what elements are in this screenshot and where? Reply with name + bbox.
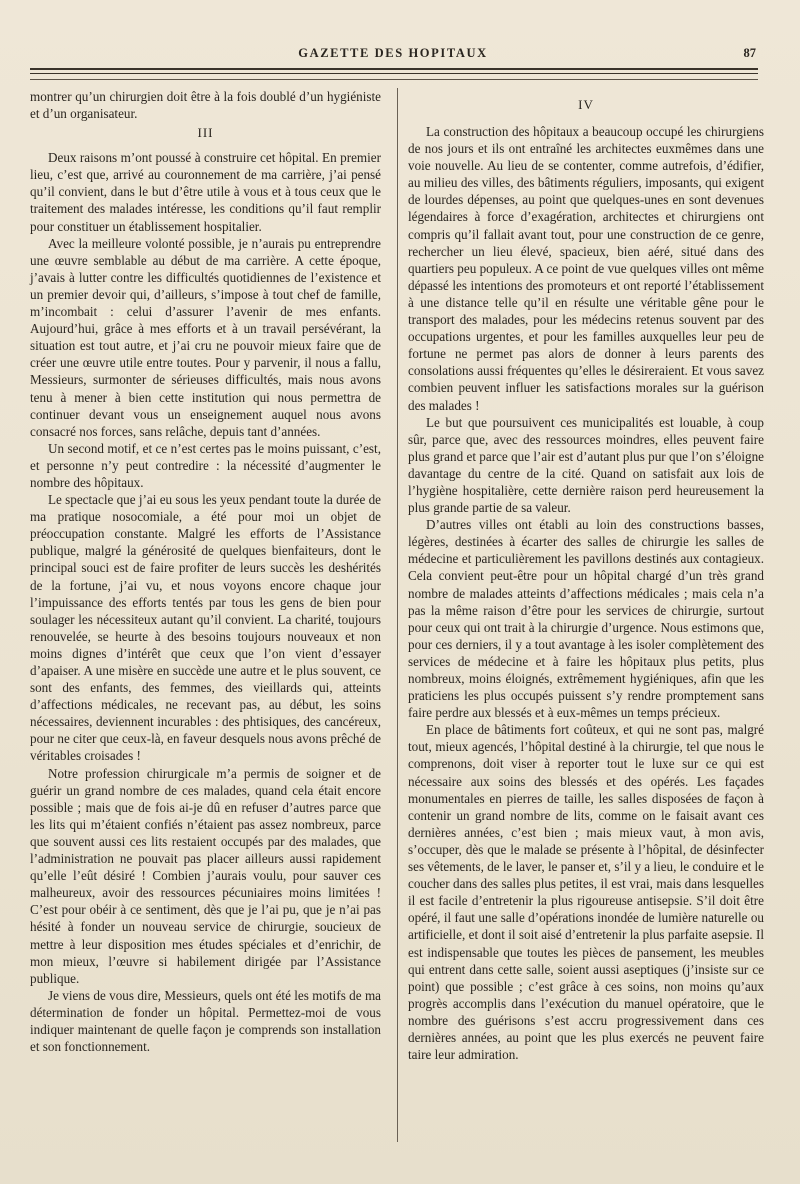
paragraph: Avec la meilleure volonté possible, je n’aurais pu entreprendre une œuvre semblable au début de ma carrière. A cette époque, j’avais à lutter contre les difficultés quotidiennes de l’existence et un premier devoir qui, d’ailleurs, s’impose à tout chef de famille, m’incombait : celui d’assurer l’avenir de mes enfants. Aujourd’hui, grâce à mes efforts et à un travail persévérant, la situation est tout autre, et j’ai cru ne pouvoir mieux faire que de créer une œuvre utile entre toutes. Pour y parvenir, il nous a fallu, Messieurs, surmonter de sérieuses difficultés, mais nous avons tenu à mener à bien cette institution qui nous permettra de continuer devant vous un enseignement auquel nous avons consacré nos forces, sans relâche, depuis tant d’années. (30, 235, 381, 439)
header-rule-thin-lower (30, 79, 758, 80)
paragraph: Je viens de vous dire, Messieurs, quels ont été les motifs de ma détermination de fonder un hôpital. Permettez-moi de vous indiquer maintenant de quelle façon je comprends son installation et son fonctionnement. (30, 987, 381, 1055)
paragraph: Un second motif, et ce n’est certes pas le moins puissant, c’est, et personne n’y peut contredire : la nécessité d’augmenter le nombre des hôpitaux. (30, 440, 381, 490)
paragraph: En place de bâtiments fort coûteux, et qui ne sont pas, malgré tout, mieux agencés, l’hôpital destiné à la chirurgie, tel que nous le comprenons, doit viser à reporter tout le luxe sur ce qui est nécessaire aux soins des blessés et des opérés. Les façades monumentales en pierres de taille, les salles disposées de façon à contenir un grand nombre de lits, comme on le faisait avant ces dernières années, c’est bien ; mais mieux vaut, à mon avis, s’occuper, dès que le malade se présente à l’hôpital, de désinfecter ses vêtements, de le laver, le panser et, s’il y a lieu, le conduire et le coucher dans des salles plus petites, il est vrai, mais dans lesquelles il est facile d’entretenir la plus rigoureuse antisepsie. S’il doit être opéré, il faut une salle d’opérations inondée de lumière naturelle ou artificielle, et dont il soit aisé d’entretenir la plus parfaite asepsie. Il est indispensable que toutes les pièces de pansement, les meubles qui entrent dans cette salle, soient aussi aseptiques (j’insiste sur ce point) que possible ; c’est grâce à ces soins, non moins qu’aux progrès accomplis dans l’exécution du manuel opératoire, que le nombre des guérisons s’est accru progressivement dans ces dernières années, au point que les plus exercés ne peuvent faire taire leur admiration. (408, 722, 764, 1063)
right-column (408, 88, 764, 1063)
section-heading-iv: IV (578, 97, 594, 112)
paragraph: D’autres villes ont établi au loin des constructions basses, légères, destinées à écarter des salles de chirurgie les salles de médecine et particulièrement les pavillons destinés aux contagieux. Cela convient peut-être pour un hôpital chargé d’un très grand nombre de malades atteints d’affections médicales ; mais cela n’a pas la même raison d’être pour les services de chirurgie, surtout pour ceux qui ont trait à la chirurgie d’urgence. Nous estimons que, pour ces derniers, il y a tout avantage à les isoler complètement des services de médecine et à faire les hôpitaux plus petits, plus nombreux, moins éloignés, extrêmement hygiéniques, afin que les praticiens les plus occupés puissent s’y rendre promptement sans faire perdre aux blessés et à eux-mêmes un temps précieux. (408, 517, 764, 721)
page-header (30, 46, 756, 64)
header-rule-thick (30, 68, 758, 70)
paragraph: Le but que poursuivent ces municipalités est louable, à coup sûr, parce que, avec des ressources moindres, elles peuvent faire plus grand et parce que l’air est d’autant plus pur que l’on s’éloigne davantage du centre de la cité. Quand on satisfait aux lois de l’hygiène hospitalière, cette dernière raison perd heureusement la plus grande partie de sa valeur. (408, 414, 764, 516)
paragraph: La construction des hôpitaux a beaucoup occupé les chirurgiens de nos jours et ils ont entraîné les architectes euxmêmes dans une voie nouvelle. Au lieu de se contenter, comme autrefois, d’édifier, au milieu des villes, des bâtiments réguliers, imposants, qui exigent de lourdes dépenses, au point que quelques-unes en sont devenues légendaires à force d’exagération, architectes et chirurgiens ont compris qu’il fallait avant tout, pour une construction de ce genre, rechercher un lieu élevé, spacieux, bien aéré, situé dans des quartiers peu populeux. A ce point de vue quelques villes ont même dépassé les intentions des promoteurs et ont reporté l’établissement à une distance telle qu’il en résulte une véritable gêne pour le transport des malades, pour les médecins retenus souvent par des occupations urgentes, et pour les familles auxquelles leur peu de fortune ne permet pas alors de donner à leurs parents des consolations aussi fréquentes qu’elles le désireraient. Et vous savez combien peuvent influer les satisfactions morales sur la guérison des malades ! (408, 124, 764, 413)
running-title: GAZETTE DES HOPITAUX (298, 46, 488, 60)
page-number: 87 (743, 46, 756, 60)
paragraph: Notre profession chirurgicale m’a permis de soigner et de guérir un grand nombre de ces malades, quand cela était encore possible ; mais que de fois ai-je dû en refuser d’autres parce que les lits qui m’étaient confiés n’étaient pas assez nombreux, parce que souvent aussi ces lits restaient occupés par des malades, que l’administration ne pouvait pas placer ailleurs aussi rapidement qu’elle l’eût désiré ! Combien j’aurais voulu, pour sauver ces malheureux, avoir des ressources pécuniaires moins limitées ! C’est pour obéir à ce sentiment, dès que je l’ai pu, que je n’ai pas hésité à fonder un nouveau service de chirurgie, soucieux de mettre à leur disposition mes études spéciales et d’enrichir, de mon mieux, l’œuvre si habilement dirigée par l’Assistance publique. (30, 765, 381, 986)
paragraph-continued: montrer qu’un chirurgien doit être à la fois doublé d’un hygiéniste et d’un organisateur. (30, 89, 381, 122)
paragraph: Deux raisons m’ont poussé à construire cet hôpital. En premier lieu, c’est que, arrivé au couronnement de ma carrière, j’ai pensé qu’il convient, dans le but d’être utile à vous et à tous ceux que le traitement des malades intéresse, les conditions qu’il faut remplir pour constituer un établissement hospitalier. (30, 150, 381, 234)
left-column (30, 88, 381, 1055)
section-heading-iii: III (197, 125, 214, 141)
paragraph: Le spectacle que j’ai eu sous les yeux pendant toute la durée de ma pratique nosocomiale, a été pour moi un objet de préoccupation constante. Malgré les efforts de l’Assistance publique, malgré la générosité de quelques bienfaiteurs, dont le principal souci est de faire profiter de leurs succès les deshérités de la fortune, j’ai vu, et nous voyons encore chaque jour l’impuissance des efforts tentés par tous les gens de bien pour soulager les nécessiteux autant qu’il convient. La charité, toujours renouvelée, se heurte à des besoins toujours nouveaux et non moins dignes d’intérêt que ceux que l’on vient d’essayer d’apaiser. A une misère en succède une autre et le plus souvent, ce sont des enfants, des femmes, des vieillards qui, atteints d’affections médicales, ne recevant pas, au début, les soins nécessaires, deviennent incurables : des phtisiques, des cancéreux, pour ne citer que ceux-là, en faveur desquels nous avons prêché de véritables croisades ! (30, 492, 382, 764)
column-divider (397, 88, 398, 1142)
header-rule-thin (30, 73, 758, 74)
